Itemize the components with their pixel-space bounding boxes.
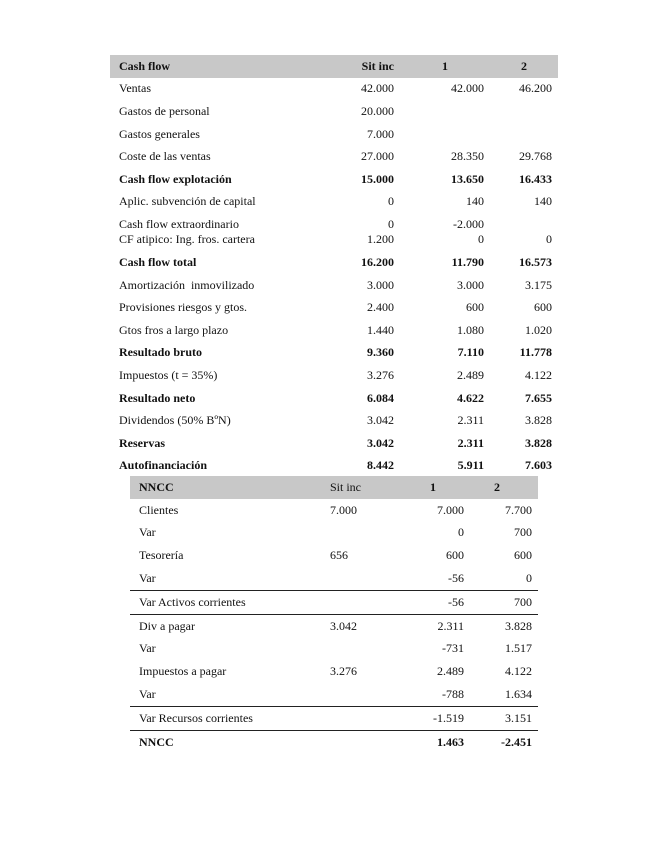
cell-year-2: 46.200 xyxy=(519,81,552,96)
cell-sit-inc: 3.276 xyxy=(367,367,394,382)
table-row xyxy=(110,364,558,387)
cash-flow-table xyxy=(110,55,558,477)
row-label: Cash flow total xyxy=(119,254,197,269)
table-row xyxy=(110,409,558,432)
cell-sit-inc: 6.084 xyxy=(367,390,394,405)
row-label: Gastos de personal xyxy=(119,103,210,118)
cell-sit-inc: 2.400 xyxy=(367,300,394,315)
cell-sit-inc: 42.000 xyxy=(361,81,394,96)
cell-sit-inc xyxy=(330,522,410,545)
cell-year-1: 140 xyxy=(466,194,484,209)
cell-year-2: -2.451 xyxy=(470,730,538,753)
cell-sit-inc: 3.276 xyxy=(330,664,357,679)
row-label: Div a pagar xyxy=(130,614,330,637)
cell-year-2: 600 xyxy=(514,548,532,563)
table-row xyxy=(110,319,558,342)
table-row xyxy=(130,638,538,661)
cell-year-1: -788 xyxy=(442,687,464,702)
cell-year-2: 3.828 xyxy=(525,413,552,428)
cell-year-1: 42.000 xyxy=(451,81,484,96)
cell-year-1: -56 xyxy=(410,590,470,614)
cell-year-2: 700 xyxy=(470,590,538,614)
row-label: Clientes xyxy=(139,502,179,517)
cell-year-1: 13.650 xyxy=(451,171,484,186)
cell-year-2: 29.768 xyxy=(519,149,552,164)
cell-sit-inc: 656 xyxy=(330,548,348,563)
table-row xyxy=(130,544,538,567)
row-label: NNCC xyxy=(130,730,330,753)
row-label: Autofinanciación xyxy=(119,458,208,473)
table-row xyxy=(130,499,538,522)
row-label: Coste de las ventas xyxy=(119,149,211,164)
cell-sit-inc: 7.000 xyxy=(330,502,357,517)
cell-year-1: -2.000 xyxy=(453,217,484,232)
cell-sit-inc xyxy=(330,730,410,753)
cell-year-1: 2.489 xyxy=(457,367,484,382)
table-row xyxy=(110,296,558,319)
row-label: Aplic. subvención de capital xyxy=(119,194,256,209)
nncc-table xyxy=(130,476,538,754)
cell-year-2: 11.778 xyxy=(519,345,552,360)
table-row xyxy=(110,123,558,146)
header-label: NNCC xyxy=(130,476,330,499)
cell-year-2: 16.433 xyxy=(519,171,552,186)
row-label: Var xyxy=(139,687,156,702)
cell-year-2: 4.122 xyxy=(505,664,532,679)
table-row-total xyxy=(130,730,538,753)
cell-sit-inc: 9.360 xyxy=(367,345,394,360)
cell-sit-inc: 0 xyxy=(388,194,394,209)
header-label: Cash flow xyxy=(110,55,322,78)
cell-sit-inc: 3.042 xyxy=(367,435,394,450)
cell-year-2: 1.020 xyxy=(525,322,552,337)
row-label: Provisiones riesgos y gtos. xyxy=(119,300,248,315)
cell-year-2: 7.700 xyxy=(505,502,532,517)
cell-sit-inc xyxy=(330,590,410,614)
row-label: Var Activos corrientes xyxy=(130,590,330,614)
cell-year-2: 700 xyxy=(514,525,532,540)
row-label: Var xyxy=(139,525,156,540)
cell-sit-inc: 15.000 xyxy=(361,171,394,186)
row-label: Tesorería xyxy=(139,548,184,563)
row-label: CF atipico: Ing. fros. cartera xyxy=(119,232,255,247)
cell-sit-inc: 3.042 xyxy=(367,413,394,428)
cell-year-1: 600 xyxy=(466,300,484,315)
row-label: Gastos generales xyxy=(119,126,200,141)
cell-year-1: -56 xyxy=(448,571,464,586)
cell-sit-inc xyxy=(330,638,410,661)
header-year-2: 2 xyxy=(470,476,538,499)
header-year-2: 2 xyxy=(490,55,558,78)
table-row xyxy=(130,522,538,545)
table-row xyxy=(110,191,558,214)
cell-year-2: 16.573 xyxy=(519,254,552,269)
row-label: Resultado neto xyxy=(119,390,196,405)
header-year-1: 1 xyxy=(410,476,470,499)
table-row-total xyxy=(110,168,558,191)
cell-year-1: 5.911 xyxy=(457,458,484,473)
cell-year-2: 7.603 xyxy=(525,458,552,473)
cell-year-2: 3.828 xyxy=(525,435,552,450)
cell-year-1: 2.489 xyxy=(437,664,464,679)
row-label: Impuestos a pagar xyxy=(139,664,227,679)
cell-sit-inc: 1.200 xyxy=(367,232,394,247)
cell-sit-inc: 3.000 xyxy=(367,277,394,292)
cell-year-1: 4.622 xyxy=(457,390,484,405)
cell-year-2: 3.151 xyxy=(470,706,538,730)
cell-year-1: 2.311 xyxy=(457,435,484,450)
cell-year-2: 1.517 xyxy=(505,641,532,656)
table-row-subtotal xyxy=(130,706,538,730)
cell-year-2-pair xyxy=(490,213,558,251)
cell-sit-inc xyxy=(330,567,410,590)
cell-sit-inc: 1.440 xyxy=(367,322,394,337)
cell-year-2: 600 xyxy=(534,300,552,315)
row-label-pair xyxy=(110,213,322,251)
cell-year-2: 140 xyxy=(534,194,552,209)
cell-year-2: 0 xyxy=(526,571,532,586)
cell-sit-inc: 27.000 xyxy=(361,149,394,164)
header-sit-inc: Sit inc xyxy=(322,55,400,78)
cell-year-1 xyxy=(400,123,490,146)
row-label: Var Recursos corrientes xyxy=(130,706,330,730)
cell-year-2: 0 xyxy=(546,232,552,247)
cell-sit-inc: 8.442 xyxy=(367,458,394,473)
row-label: Var xyxy=(139,571,156,586)
table-row-subtotal xyxy=(130,590,538,614)
cell-year-1: 1.463 xyxy=(410,730,470,753)
cell-year-1: 600 xyxy=(446,548,464,563)
table-row xyxy=(130,567,538,590)
cell-year-2 xyxy=(490,217,552,232)
cell-sit-inc: 16.200 xyxy=(361,254,394,269)
cell-year-1: -1.519 xyxy=(410,706,470,730)
cell-year-2: 7.655 xyxy=(525,390,552,405)
cell-year-1: 11.790 xyxy=(451,254,484,269)
cash-flow-header-row xyxy=(110,55,558,78)
table-row-total xyxy=(110,432,558,455)
cell-sit-inc: 0 xyxy=(388,217,394,232)
cell-year-2: 4.122 xyxy=(525,367,552,382)
cell-sit-inc: 20.000 xyxy=(361,103,394,118)
table-row xyxy=(130,614,538,637)
cell-year-1: -731 xyxy=(442,641,464,656)
cell-year-1: 2.311 xyxy=(457,413,484,428)
cell-year-1: 28.350 xyxy=(451,149,484,164)
table-row-total xyxy=(110,251,558,274)
table-row xyxy=(130,660,538,683)
cell-year-1: 1.080 xyxy=(457,322,484,337)
cell-sit-inc xyxy=(330,706,410,730)
table-row-total xyxy=(110,387,558,410)
row-label: Reservas xyxy=(119,435,165,450)
cell-year-1 xyxy=(400,100,490,123)
cell-year-1: 7.000 xyxy=(437,502,464,517)
cell-sit-inc-pair xyxy=(322,213,400,251)
table-row-double xyxy=(110,213,558,251)
table-row xyxy=(110,78,558,101)
cell-sit-inc: 3.042 xyxy=(330,614,410,637)
nncc-header-row xyxy=(130,476,538,499)
header-year-1: 1 xyxy=(400,55,490,78)
row-label: Dividendos (50% BºN) xyxy=(119,413,231,428)
table-row xyxy=(110,145,558,168)
header-sit-inc: Sit inc xyxy=(330,476,410,499)
row-label: Ventas xyxy=(119,81,151,96)
cell-year-2 xyxy=(490,123,558,146)
cell-year-1: 0 xyxy=(458,525,464,540)
table-row xyxy=(110,274,558,297)
row-label: Gtos fros a largo plazo xyxy=(119,322,229,337)
cell-sit-inc: 7.000 xyxy=(367,126,394,141)
row-label: Impuestos (t = 35%) xyxy=(119,367,218,382)
row-label: Cash flow explotación xyxy=(119,171,232,186)
row-label: Var xyxy=(139,641,156,656)
cell-year-1: 7.110 xyxy=(457,345,484,360)
cell-year-2 xyxy=(490,100,558,123)
table-row-total xyxy=(110,342,558,365)
table-row-total xyxy=(110,455,558,478)
table-row xyxy=(110,100,558,123)
row-label: Resultado bruto xyxy=(119,345,203,360)
cell-year-2: 3.828 xyxy=(470,614,538,637)
row-label: Cash flow extraordinario xyxy=(119,217,239,232)
cell-sit-inc xyxy=(330,683,410,706)
cell-year-1: 0 xyxy=(478,232,484,247)
table-row xyxy=(130,683,538,706)
cell-year-2: 1.634 xyxy=(505,687,532,702)
cell-year-1: 3.000 xyxy=(457,277,484,292)
cell-year-1: 2.311 xyxy=(410,614,470,637)
row-label: Amortización inmovilizado xyxy=(119,277,255,292)
cell-year-2: 3.175 xyxy=(525,277,552,292)
cell-year-1-pair xyxy=(400,213,490,251)
